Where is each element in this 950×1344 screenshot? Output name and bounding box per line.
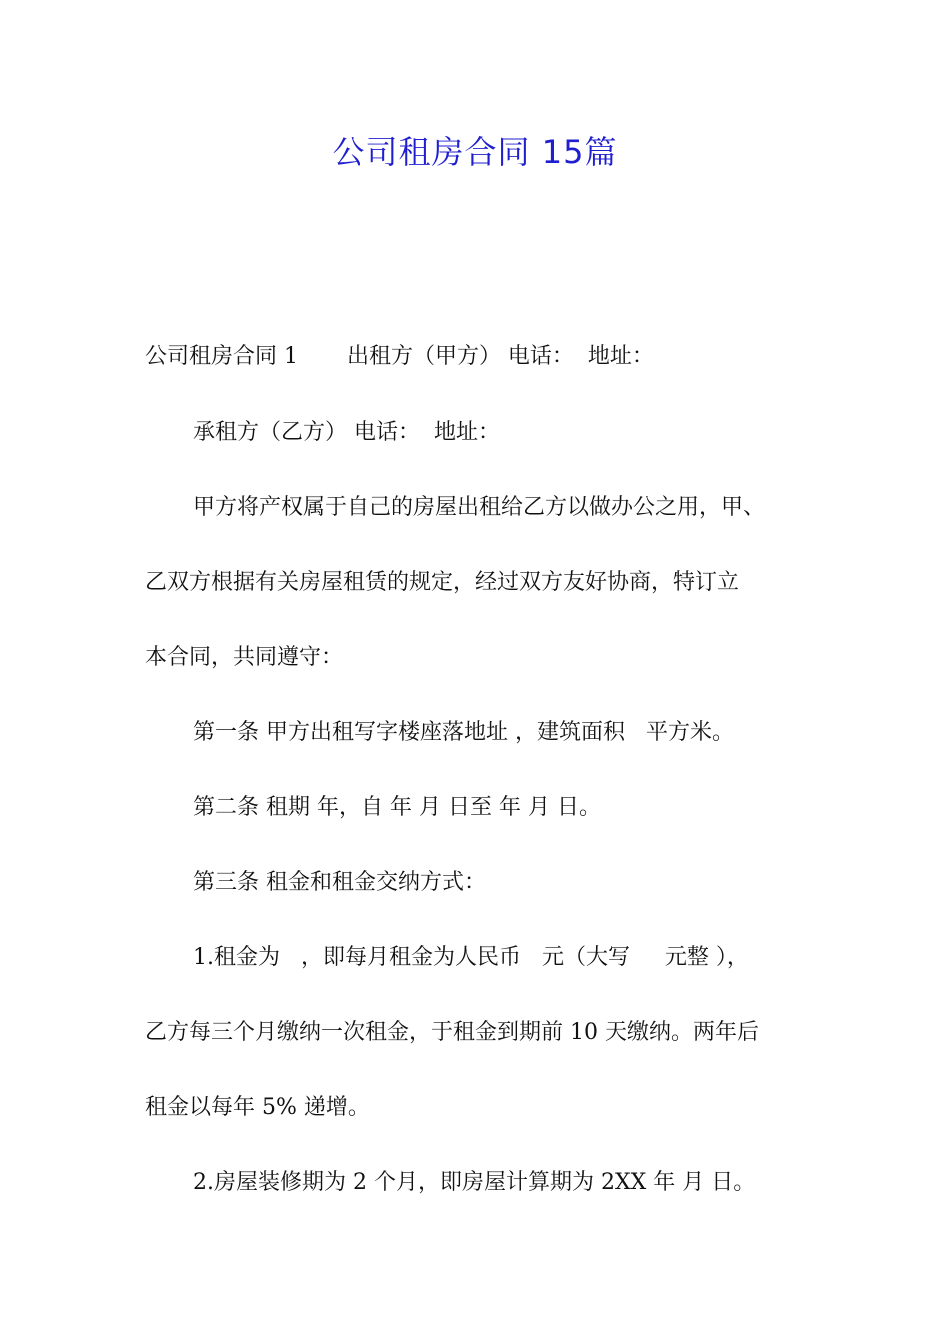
document-title: 公司租房合同 15篇 (332, 133, 618, 171)
paragraph-line: 租金以每年 5% 递增。 (145, 1095, 370, 1120)
paragraph-line: 第二条 租期 年，自 年 月 日至 年 月 日。 (193, 795, 601, 820)
paragraph-line: 第三条 租金和租金交纳方式： (193, 870, 486, 895)
paragraph-line: 乙方每三个月缴纳一次租金，于租金到期前 10 天缴纳。两年后 (145, 1020, 759, 1045)
paragraph-line: 乙双方根据有关房屋租赁的规定，经过双方友好协商，特订立 (145, 570, 740, 595)
paragraph-line: 第一条 甲方出租写字楼座落地址 ，建筑面积 平方米。 (193, 720, 734, 745)
paragraph-line: 1.租金为 ，即每月租金为人民币 元（大写 元整 ）， (193, 945, 749, 970)
paragraph-line: 甲方将产权属于自己的房屋出租给乙方以做办公之用，甲、 (193, 495, 766, 520)
paragraph-line: 2.房屋装修期为 2 个月，即房屋计算期为 2XX 年 月 日。 (193, 1170, 756, 1195)
paragraph-line: 公司租房合同 1 出租方（甲方） 电话： 地址： (145, 344, 654, 369)
paragraph-line: 承租方（乙方） 电话： 地址： (193, 420, 500, 445)
paragraph-line: 本合同，共同遵守： (145, 645, 344, 670)
